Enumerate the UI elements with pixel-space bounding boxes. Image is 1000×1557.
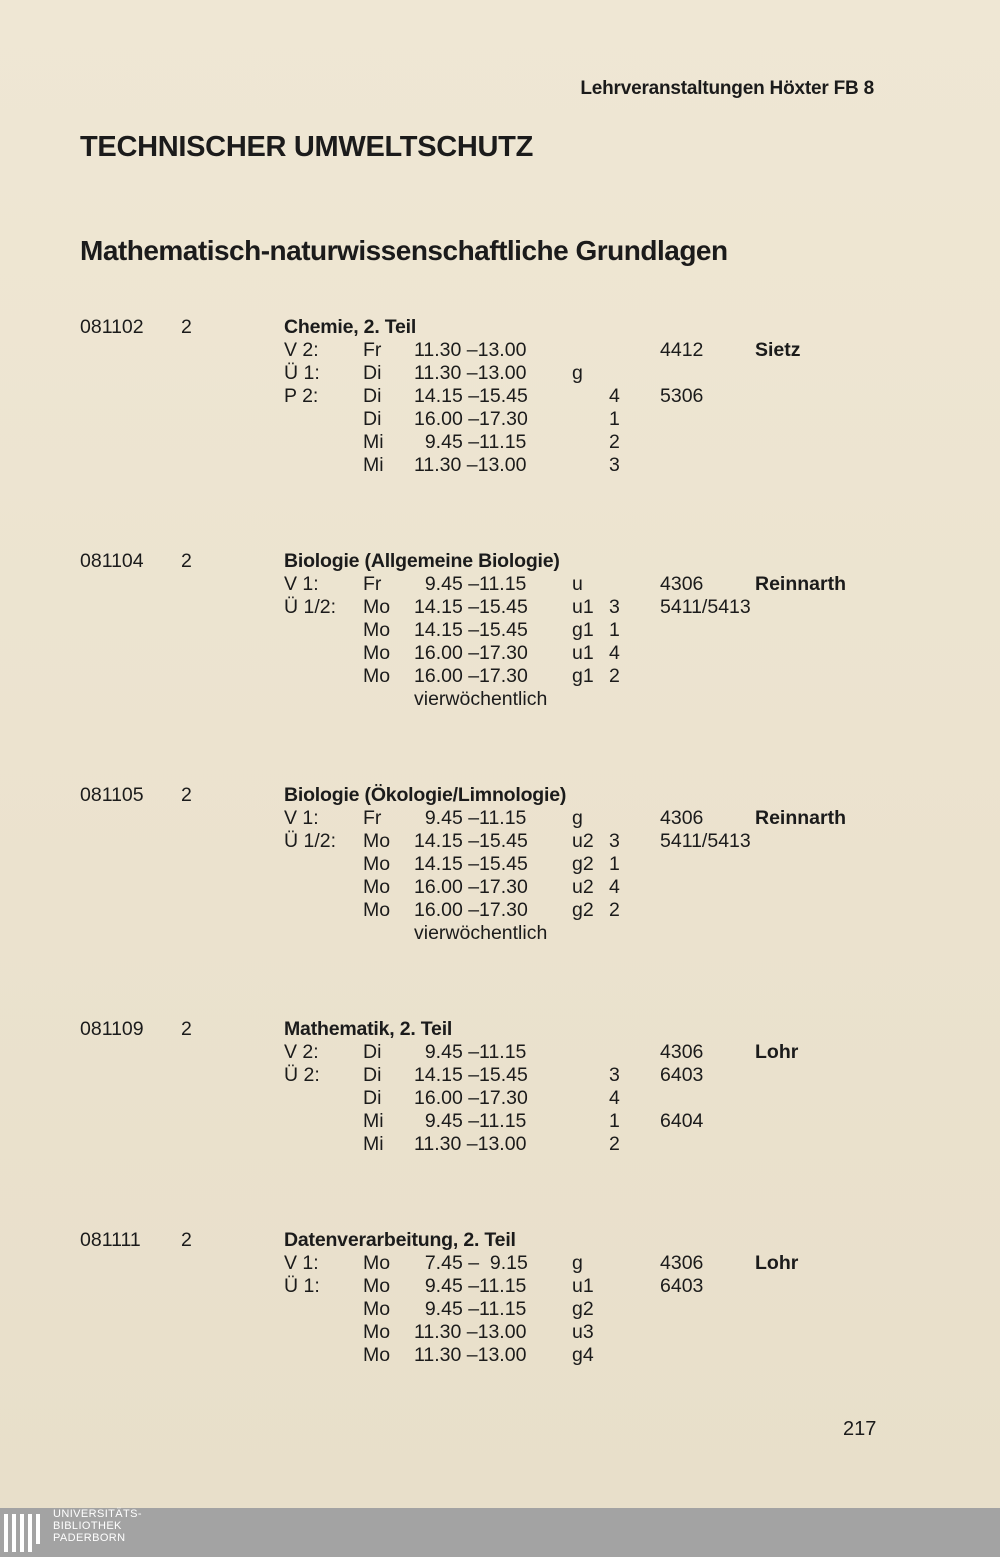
group-code: g2 <box>572 899 594 921</box>
weekday: Di <box>363 362 382 384</box>
session-type: Ü 1: <box>284 1275 320 1297</box>
group-code: u1 <box>572 642 594 664</box>
schedule-row <box>0 339 1000 362</box>
time-slot: 16.00 –17.30 <box>414 876 528 898</box>
subtitle: Mathematisch-naturwissenschaftliche Grundlagen <box>80 235 728 266</box>
library-name-line: UNIVERSITÄTS- <box>53 1508 142 1520</box>
room-number: 6404 <box>660 1110 704 1132</box>
group-code: u2 <box>572 830 594 852</box>
time-slot: 14.15 –15.45 <box>414 385 528 407</box>
library-name <box>53 1508 142 1544</box>
schedule-row <box>0 853 1000 876</box>
weekday: Mi <box>363 1133 384 1155</box>
group-number: 3 <box>609 1064 620 1086</box>
group-number: 1 <box>609 408 620 430</box>
weekday: Mo <box>363 1321 391 1343</box>
session-type: V 2: <box>284 339 319 361</box>
page-number: 217 <box>843 1418 877 1440</box>
weekday: Mo <box>363 830 391 852</box>
schedule-row <box>0 454 1000 477</box>
course-hours: 2 <box>181 784 192 806</box>
course-number: 081102 <box>80 316 144 338</box>
section-title: TECHNISCHER UMWELTSCHUTZ <box>80 131 534 163</box>
schedule-row <box>0 1252 1000 1275</box>
room-number: 6403 <box>660 1275 704 1297</box>
schedule-row <box>0 1321 1000 1344</box>
library-footer <box>0 1508 1000 1557</box>
group-number: 3 <box>609 830 620 852</box>
session-type: Ü 1/2: <box>284 596 337 618</box>
running-head: Lehrveranstaltungen Höxter FB 8 <box>580 78 874 99</box>
session-type: V 1: <box>284 807 319 829</box>
course-title: Datenverarbeitung, 2. Teil <box>284 1229 516 1251</box>
group-code: u <box>572 573 583 595</box>
course-hours: 2 <box>181 316 192 338</box>
time-slot: 11.30 –13.00 <box>414 1321 527 1343</box>
session-type: V 1: <box>284 1252 319 1274</box>
schedule-row <box>0 665 1000 688</box>
time-slot: 11.30 –13.00 <box>414 1344 527 1366</box>
group-number: 1 <box>609 1110 620 1132</box>
weekday: Mo <box>363 642 391 664</box>
time-slot: 14.15 –15.45 <box>414 830 528 852</box>
session-type: V 1: <box>284 573 319 595</box>
weekday: Di <box>363 1041 382 1063</box>
weekday: Di <box>363 408 382 430</box>
weekday: Mo <box>363 1344 391 1366</box>
lecturer-name: Reinnarth <box>755 573 847 595</box>
course-number: 081105 <box>80 784 144 806</box>
schedule-row <box>0 830 1000 853</box>
course-title: Biologie (Allgemeine Biologie) <box>284 550 560 572</box>
schedule-row <box>0 807 1000 830</box>
time-slot: 16.00 –17.30 <box>414 1087 528 1109</box>
group-code: g <box>572 807 583 829</box>
weekday: Mo <box>363 853 391 875</box>
weekday: Mo <box>363 665 391 687</box>
time-slot: 16.00 –17.30 <box>414 665 528 687</box>
library-name-line: BIBLIOTHEK <box>53 1520 122 1532</box>
weekday: Di <box>363 1064 382 1086</box>
group-number: 2 <box>609 431 620 453</box>
course-number: 081111 <box>80 1229 141 1251</box>
weekday: Mo <box>363 899 391 921</box>
group-code: g <box>572 362 583 384</box>
session-type: Ü 1/2: <box>284 830 337 852</box>
schedule-row <box>0 1344 1000 1367</box>
course-number: 081104 <box>80 550 144 572</box>
group-code: g2 <box>572 853 594 875</box>
room-number: 4306 <box>660 1041 704 1063</box>
time-slot: 14.15 –15.45 <box>414 853 528 875</box>
time-slot: 9.45 –11.15 <box>414 573 527 595</box>
schedule-row <box>0 1275 1000 1298</box>
weekday: Mi <box>363 431 384 453</box>
weekday: Fr <box>363 807 382 829</box>
group-number: 4 <box>609 1087 620 1109</box>
weekday: Di <box>363 385 382 407</box>
schedule-row <box>0 642 1000 665</box>
weekday: Mo <box>363 1252 391 1274</box>
weekday: Mo <box>363 619 391 641</box>
time-slot: 14.15 –15.45 <box>414 1064 528 1086</box>
time-slot: 9.45 –11.15 <box>414 1041 527 1063</box>
time-slot: 16.00 –17.30 <box>414 642 528 664</box>
group-code: g2 <box>572 1298 594 1320</box>
course-note: vierwöchentlich <box>414 922 548 944</box>
time-slot: 11.30 –13.00 <box>414 1133 527 1155</box>
schedule-row <box>0 1298 1000 1321</box>
schedule-row <box>0 1110 1000 1133</box>
room-number: 5306 <box>660 385 704 407</box>
group-code: u2 <box>572 876 594 898</box>
room-number: 4306 <box>660 573 704 595</box>
lecturer-name: Sietz <box>755 339 801 361</box>
time-slot: 9.45 –11.15 <box>414 431 527 453</box>
weekday: Di <box>363 1087 382 1109</box>
weekday: Mo <box>363 596 391 618</box>
course-title: Chemie, 2. Teil <box>284 316 417 338</box>
time-slot: 9.45 –11.15 <box>414 807 527 829</box>
course-hours: 2 <box>181 1018 192 1040</box>
lecturer-name: Lohr <box>755 1041 799 1063</box>
group-number: 3 <box>609 454 620 476</box>
library-name-line: PADERBORN <box>53 1532 126 1544</box>
session-type: V 2: <box>284 1041 319 1063</box>
time-slot: 9.45 –11.15 <box>414 1110 527 1132</box>
room-number: 4306 <box>660 807 704 829</box>
course-number: 081109 <box>80 1018 144 1040</box>
group-code: g1 <box>572 665 594 687</box>
lecturer-name: Lohr <box>755 1252 799 1274</box>
room-number: 5411/5413 <box>660 596 751 618</box>
schedule-row <box>0 573 1000 596</box>
session-type: Ü 2: <box>284 1064 320 1086</box>
room-number: 4306 <box>660 1252 704 1274</box>
room-number: 6403 <box>660 1064 704 1086</box>
schedule-row <box>0 362 1000 385</box>
session-type: P 2: <box>284 385 319 407</box>
time-slot: 9.45 –11.15 <box>414 1298 527 1320</box>
time-slot: 14.15 –15.45 <box>414 596 528 618</box>
time-slot: 16.00 –17.30 <box>414 408 528 430</box>
schedule-row <box>0 408 1000 431</box>
group-code: u1 <box>572 1275 594 1297</box>
group-number: 3 <box>609 596 620 618</box>
weekday: Mi <box>363 454 384 476</box>
group-code: g <box>572 1252 583 1274</box>
room-number: 5411/5413 <box>660 830 751 852</box>
group-code: g4 <box>572 1344 594 1366</box>
group-number: 4 <box>609 642 620 664</box>
group-code: u3 <box>572 1321 594 1343</box>
group-code: g1 <box>572 619 594 641</box>
time-slot: 16.00 –17.30 <box>414 899 528 921</box>
time-slot: 11.30 –13.00 <box>414 339 527 361</box>
schedule-row <box>0 899 1000 922</box>
group-code: u1 <box>572 596 594 618</box>
course-hours: 2 <box>181 1229 192 1251</box>
schedule-row <box>0 876 1000 899</box>
group-number: 2 <box>609 665 620 687</box>
course-hours: 2 <box>181 550 192 572</box>
schedule-row <box>0 1087 1000 1110</box>
time-slot: 14.15 –15.45 <box>414 619 528 641</box>
time-slot: 7.45 – 9.15 <box>414 1252 528 1274</box>
course-note: vierwöchentlich <box>414 688 548 710</box>
group-number: 1 <box>609 619 620 641</box>
course-title: Biologie (Ökologie/Limnologie) <box>284 784 567 806</box>
time-slot: 11.30 –13.00 <box>414 362 527 384</box>
room-number: 4412 <box>660 339 704 361</box>
lecturer-name: Reinnarth <box>755 807 847 829</box>
schedule-row <box>0 1041 1000 1064</box>
weekday: Mo <box>363 1298 391 1320</box>
library-logo-icon <box>4 1514 44 1552</box>
weekday: Fr <box>363 339 382 361</box>
session-type: Ü 1: <box>284 362 320 384</box>
time-slot: 9.45 –11.15 <box>414 1275 527 1297</box>
weekday: Mo <box>363 1275 391 1297</box>
time-slot: 11.30 –13.00 <box>414 454 527 476</box>
weekday: Mi <box>363 1110 384 1132</box>
weekday: Mo <box>363 876 391 898</box>
weekday: Fr <box>363 573 382 595</box>
schedule-row <box>0 1064 1000 1087</box>
group-number: 4 <box>609 876 620 898</box>
schedule-row <box>0 596 1000 619</box>
schedule-row <box>0 385 1000 408</box>
schedule-row <box>0 431 1000 454</box>
group-number: 1 <box>609 853 620 875</box>
schedule-row <box>0 1133 1000 1156</box>
schedule-row <box>0 619 1000 642</box>
course-title: Mathematik, 2. Teil <box>284 1018 453 1040</box>
group-number: 4 <box>609 385 620 407</box>
group-number: 2 <box>609 1133 620 1155</box>
group-number: 2 <box>609 899 620 921</box>
